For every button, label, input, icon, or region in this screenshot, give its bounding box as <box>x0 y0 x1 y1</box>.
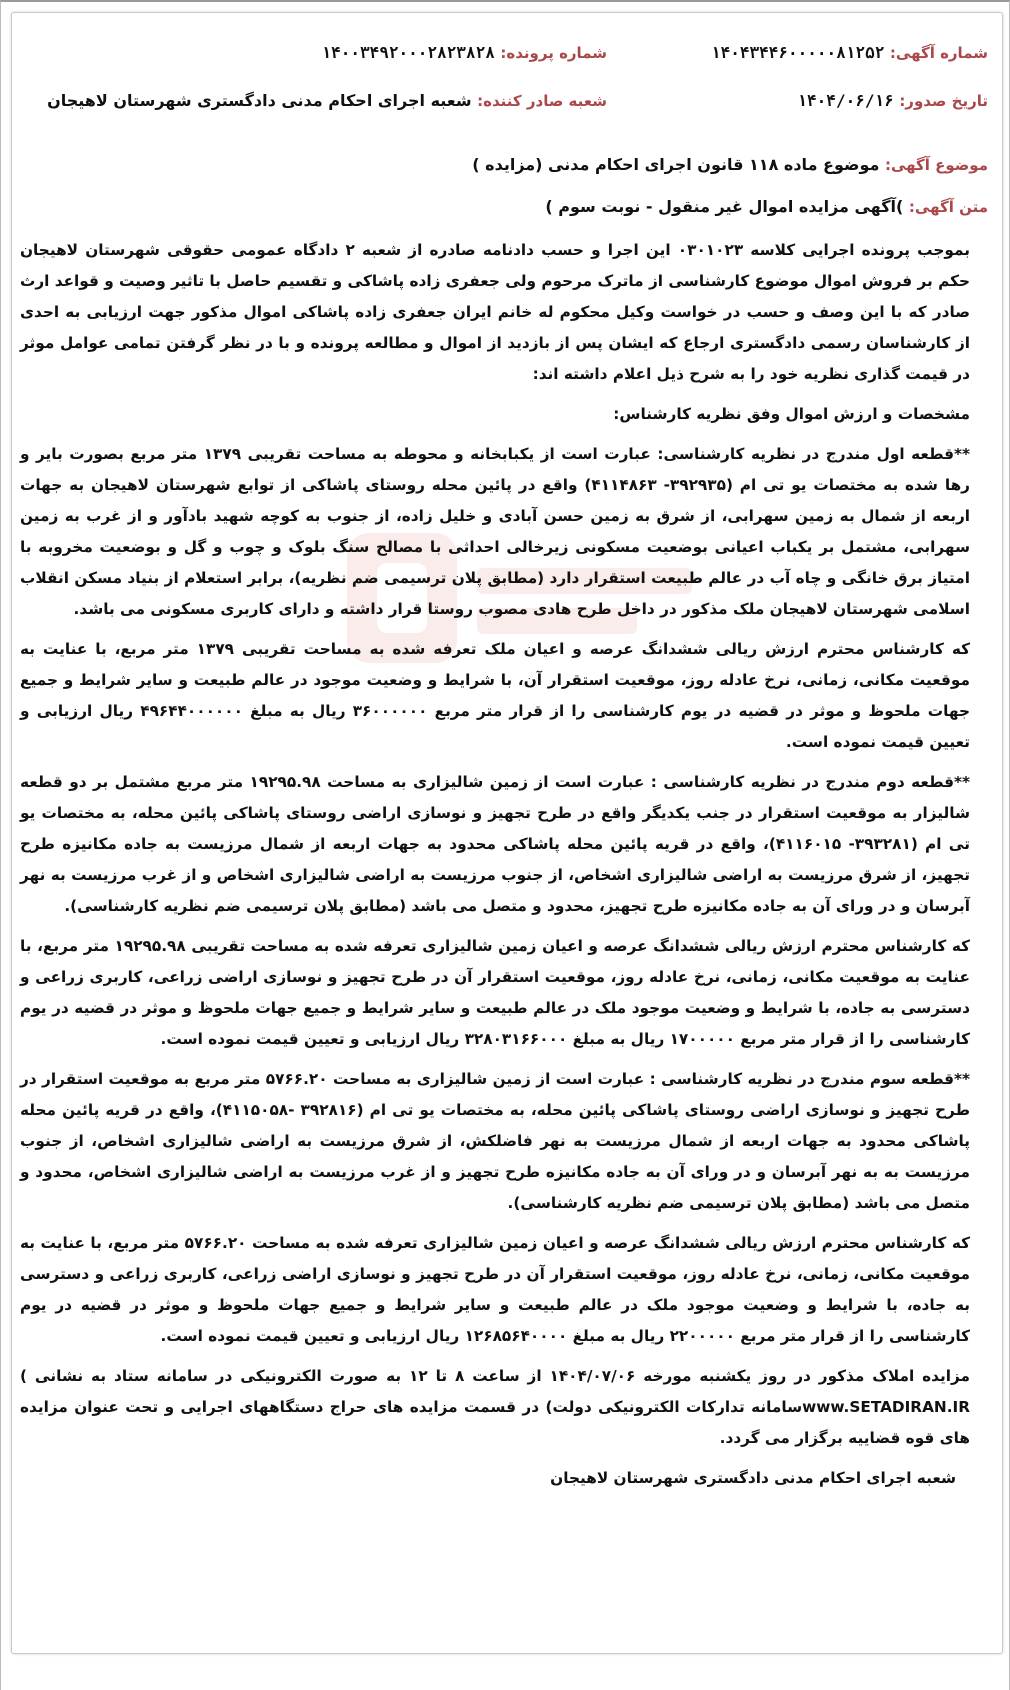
case-number-value: ۱۴۰۰۳۴۹۲۰۰۰۲۸۲۳۸۲۸ <box>321 43 495 62</box>
subject-label: موضوع آگهی: <box>884 156 988 174</box>
parcel-3-description: **قطعه سوم مندرج در نظریه کارشناسی : عبارت است از زمین شالیزاری به مساحت ۵۷۶۶.۲۰ متر مربع به موقعیت استقرار در طرح تجهیز و نوسازی اراضی روستای پاشاکی پائین محله، به مختصات یو تی ام (۳۹۲۸۱۶ -۴۱۱۵۰۵۸)، واقع در قریه پائین محله پاشاکی محدود به جهات اربعه از شمال مرزیست به نهر فاضلکش، از شرق مرزیست به اراضی شالیزاری اشخاص، از جنوب مرزیست به به نهر آبرسان و در ورای آن به جاده مکانیزه طرح تجهیز و از غرب مرزیست به اراضی شالیزاری اشخاص، محدود و متصل می باشد (مطابق پلان ترسیمی ضم نظریه کارشناسی). <box>20 1070 971 1212</box>
issuer-row <box>47 91 607 121</box>
issue-date-value: ۱۴۰۴/۰۶/۱۶ <box>797 91 894 110</box>
text-title: )آگهی مزایده اموال غیر منقول - نوبت سوم ) <box>545 197 904 216</box>
text-title-row <box>545 197 988 227</box>
intro-paragraph: بموجب پرونده اجرایی کلاسه ۰۳۰۱۰۲۳ این اجرا و حسب دادنامه صادره از شعبه ۲ دادگاه عمومی حقوقی شهرستان لاهیجان حکم بر فروش اموال موضوع کارشناسی از ماترک مرحوم ولی جعفری زاده پاشاکی و تقسیم حاصل با تاثیر وصیت و قواعد ارث صادر که با این وصف و حسب در خواست وکیل محکوم له خانم ایران جعفری زاده پاشاکی اموال مذکور جهت ارزیابی به احدی از کارشناسان رسمی دادگستری ارجاع که ایشان پس از بازدید از اموال و مطالعه پرونده و با در نظر گرفتن تمامی عوامل موثر در قیمت گذاری نظریه خود را به شرح ذیل اعلام داشته اند: <box>20 241 970 383</box>
signature: شعبه اجرای احکام مدنی دادگستری شهرستان لاهیجان <box>550 1469 956 1487</box>
case-number-label: شماره پرونده: <box>500 44 607 62</box>
parcel-2-valuation: که کارشناس محترم ارزش ریالی ششدانگ عرصه و اعیان زمین شالیزاری تعرفه شده به مساحت تقریبی ۱۹۲۹۵.۹۸ متر مربع، با عنایت به موقعیت مکانی، زمانی، نرخ عادله روز، موقعیت استقرار آن در طرح تجهیز و نوسازی اراضی زراعی، کاربری زراعی و دسترسی به جاده، با شرایط و وضعیت موجود ملک در عالم طبیعت و سایر شرایط و جمیع جهات ملحوظ و موثر در قضیه در یوم کارشناسی را از قرار متر مربع ۱۷۰۰۰۰۰ ریال به مبلغ ۳۲۸۰۳۱۶۶۰۰۰ ریال ارزیابی و تعیین قیمت نموده است. <box>20 937 970 1048</box>
parcel-1-description: **قطعه اول مندرج در نظریه کارشناسی: عبارت است از یکبابخانه و محوطه به مساحت تقریبی ۱۳۷۹ متر مربع بصورت بایر و رها شده به مختصات یو تی ام (۳۹۲۹۳۵- ۴۱۱۴۸۶۳) واقع در پائین محله روستای پاشاکی از توابع شهرستان لاهیجان به جهات اربعه از شمال به زمین سهرابی، از شرق به زمین حسن آبادی و خلیل زاده، از جنوب به کوچه شهید بادآور و از غرب به زمین سهرابی، مشتمل بر یکباب اعیانی بوضعیت مسکونی زیرخالی احداثی با مصالح سنگ بلوک و چوب و گل و بوضعیت مخروبه با امتیاز برق خانگی و چاه آب در عالم طبیعت استقرار دارد (مطابق پلان ترسیمی ضم نظریه)، برابر استعلام از بنیاد مسکن انقلاب اسلامی شهرستان لاهیجان ملک مذکور در داخل طرح هادی مصوب روستا قرار داشته و دارای کاربری مسکونی می باشد. <box>20 445 970 618</box>
text-label: متن آگهی: <box>908 198 988 216</box>
parcel-2-description: **قطعه دوم مندرج در نظریه کارشناسی : عبارت است از زمین شالیزاری به مساحت ۱۹۲۹۵.۹۸ متر مربع مشتمل بر دو قطعه شالیزار به موقعیت استقرار در جنب یکدیگر واقع در طرح تجهیز و نوسازی اراضی روستای پاشاکی پائین محله، به مختصات یو تی ام (۳۹۳۲۸۱- ۴۱۱۶۰۱۵)، واقع در قریه پائین محله پاشاکی محدود به جهات اربعه از شمال مرزیست به جاده مکانیزه طرح تجهیز، از شرق مرزیست به اراضی شالیزاری اشخاص، از جنوب مرزیست به اراضی شالیزاری اشخاص و از غرب مرزیست به نهر آبرسان و در ورای آن به جاده مکانیزه طرح تجهیز، محدود و متصل می باشد (مطابق پلان ترسیمی ضم نظریه کارشناسی). <box>20 773 970 915</box>
auction-paragraph: مزایده املاک مذکور در روز یکشنبه مورخه ۱۴۰۴/۰۷/۰۶ از ساعت ۸ تا ۱۲ به صورت الکترونیکی در سامانه ستاد به نشانی ) www.SETADIRAN.IRسامانه تدارکات الکترونیکی دولت) در قسمت مزایده های حراج دستگاههای اجرایی و تحت عنوان مزایده های قوه قضاییه برگزار می گردد. <box>20 1367 970 1447</box>
specs-heading: مشخصات و ارزش اموال وفق نظریه کارشناس: <box>613 405 970 423</box>
parcel-1-valuation: که کارشناس محترم ارزش ریالی ششدانگ عرصه و اعیان ملک تعرفه شده به مساحت تقریبی ۱۳۷۹ متر مربع، با عنایت به موقعیت مکانی، زمانی، نرخ عادله روز، موقعیت استقرار آن، با شرایط و وضعیت موجود در عالم طبیعت و سایر شرایط و جمیع جهات ملحوظ و موثر در قضیه در یوم کارشناسی را از قرار متر مربع ۳۶۰۰۰۰۰۰ ریال به مبلغ ۴۹۶۴۴۰۰۰۰۰۰ ریال ارزیابی و تعیین قیمت نموده است. <box>20 640 970 751</box>
issue-date-row <box>797 91 988 121</box>
subject-value: موضوع ماده ۱۱۸ قانون اجرای احکام مدنی (مزایده ) <box>472 155 880 174</box>
notice-frame <box>11 12 1003 1654</box>
issuer-value: شعبه اجرای احکام مدنی دادگستری شهرستان لاهیجان <box>47 91 472 110</box>
ad-number-row <box>711 43 988 73</box>
ad-number-label: شماره آگهی: <box>889 44 988 62</box>
ad-number-value: ۱۴۰۴۳۴۴۶۰۰۰۰۰۸۱۲۵۲ <box>710 43 885 62</box>
issuer-label: شعبه صادر کننده: <box>477 92 607 110</box>
case-number-row <box>321 43 607 73</box>
parcel-3-valuation: که کارشناس محترم ارزش ریالی ششدانگ عرصه و اعیان زمین شالیزاری تعرفه شده به مساحت ۵۷۶۶.۲۰ متر مربع، با عنایت به موقعیت مکانی، زمانی، نرخ عادله روز، موقعیت استقرار آن در طرح تجهیز و نوسازی اراضی زراعی، کاربری زراعی و دسترسی به جاده، با شرایط و وضعیت موجود ملک در عالم طبیعت و سایر شرایط و جمیع جهات ملحوظ و موثر در قضیه در یوم کارشناسی را از قرار متر مربع ۲۲۰۰۰۰۰ ریال به مبلغ ۱۲۶۸۵۶۴۰۰۰۰ ریال ارزیابی و تعیین قیمت نموده است. <box>20 1234 971 1345</box>
issue-date-label: تاریخ صدور: <box>899 92 988 110</box>
notice-body <box>20 235 970 1503</box>
subject-row <box>472 155 988 185</box>
